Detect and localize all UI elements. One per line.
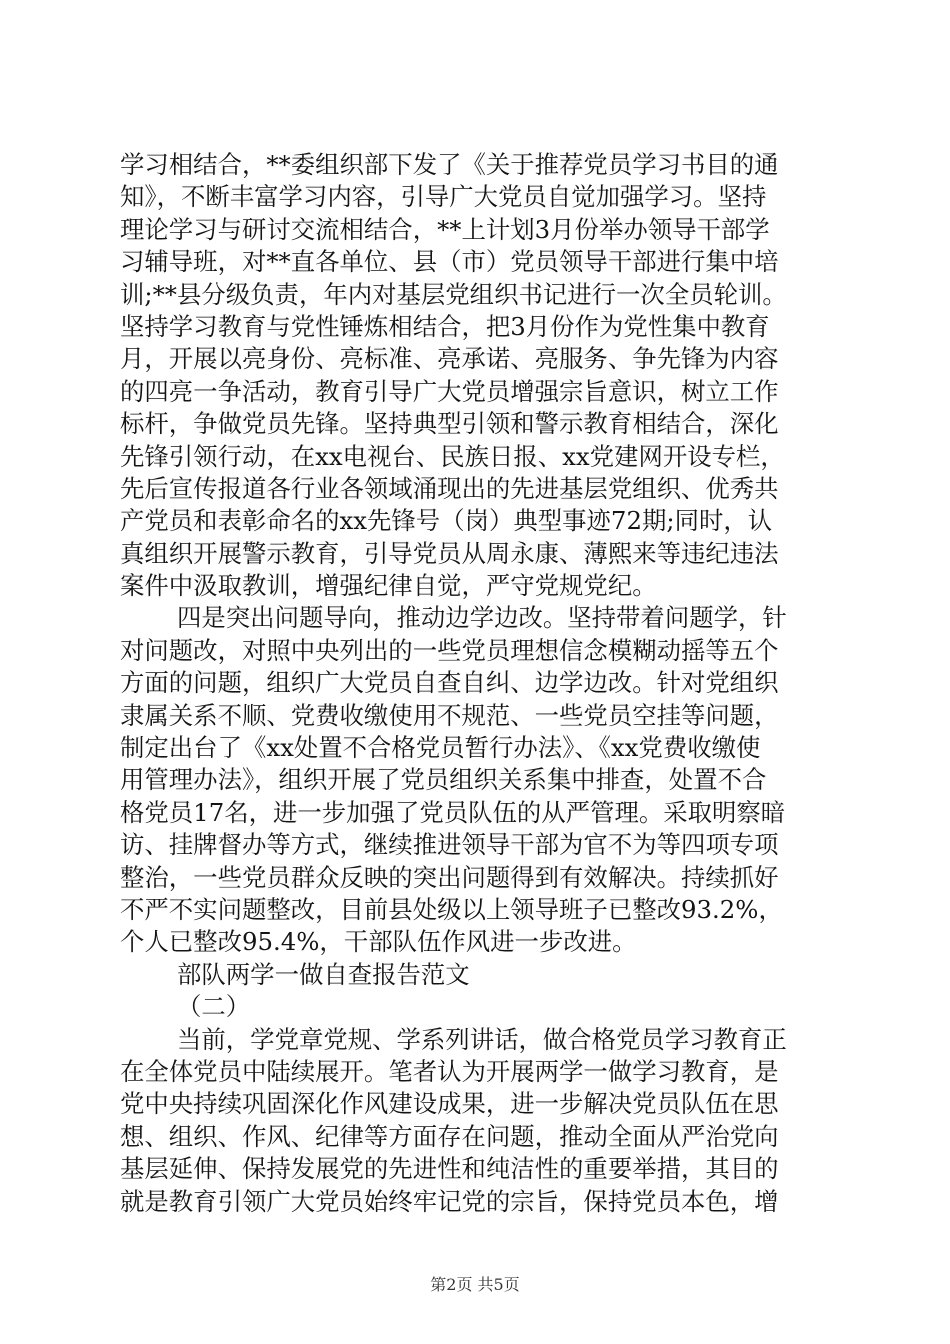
text-line: 先锋引领行动，在xx电视台、民族日报、xx党建网开设专栏， <box>120 441 785 471</box>
text-line: 坚持学习教育与党性锤炼相结合，把3月份作为党性集中教育 <box>120 311 770 341</box>
text-line: 产党员和表彰命名的xx先锋号（岗）典型事迹72期;同时，认 <box>120 506 773 536</box>
text-line: 知》，不断丰富学习内容，引导广大党员自觉加强学习。坚持 <box>120 182 767 212</box>
page-number-footer: 第2页 共5页 <box>430 1275 520 1294</box>
text-line: 想、组织、作风、纪律等方面存在问题，推动全面从严治党向 <box>120 1121 779 1151</box>
section-number: （二） <box>177 992 251 1022</box>
text-line: 的四亮一争活动，教育引导广大党员增强宗旨意识，树立工作 <box>120 376 779 406</box>
text-line: 用管理办法》，组织开展了党员组织关系集中排查，处置不合 <box>120 765 767 795</box>
text-line: 就是教育引领广大党员始终牢记党的宗旨，保持党员本色，增 <box>120 1186 779 1216</box>
document-body <box>120 149 830 1218</box>
section-heading: 部队两学一做自查报告范文 <box>177 959 470 989</box>
text-line: 不严不实问题整改，目前县处级以上领导班子已整改93.2%， <box>120 894 783 924</box>
text-line: 月，开展以亮身份、亮标准、亮承诺、亮服务、争先锋为内容 <box>120 344 779 374</box>
text-line: 党中央持续巩固深化作风建设成果，进一步解决党员队伍在思 <box>120 1089 779 1119</box>
text-line: 在全体党员中陆续展开。笔者认为开展两学一做学习教育，是 <box>120 1056 779 1086</box>
text-line: 案件中汲取教训，增强纪律自觉，严守党规党纪。 <box>120 571 657 601</box>
text-line: 对问题改，对照中央列出的一些党员理想信念模糊动摇等五个 <box>120 635 779 665</box>
text-line: 整治，一些党员群众反映的突出问题得到有效解决。持续抓好 <box>120 862 779 892</box>
text-line: 学习相结合，**委组织部下发了《关于推荐党员学习书目的通 <box>120 150 779 179</box>
text-line: 先后宣传报道各行业各领域涌现出的先进基层党组织、优秀共 <box>120 473 779 503</box>
text-line: 标杆，争做党员先锋。坚持典型引领和警示教育相结合，深化 <box>120 409 779 439</box>
text-line: 训;**县分级负责，年内对基层党组织书记进行一次全员轮训。 <box>120 279 787 309</box>
text-line: 格党员17名，进一步加强了党员队伍的从严管理。采取明察暗 <box>120 797 786 827</box>
paragraph-first-line: 四是突出问题导向，推动边学边改。坚持带着问题学，针 <box>177 603 787 633</box>
text-line: 制定出台了《xx处置不合格党员暂行办法》、《xx党费收缴使 <box>120 733 761 763</box>
text-line: 个人已整改95.4%，干部队伍作风进一步改进。 <box>120 927 637 957</box>
text-line: 访、挂牌督办等方式，继续推进领导干部为官不为等四项专项 <box>120 830 779 860</box>
text-line: 真组织开展警示教育，引导党员从周永康、薄熙来等违纪违法 <box>120 538 779 568</box>
text-line: 习辅导班，对**直各单位、县（市）党员领导干部进行集中培 <box>120 247 779 277</box>
text-line: 基层延伸、保持发展党的先进性和纯洁性的重要举措，其目的 <box>120 1154 779 1184</box>
text-line: 方面的问题，组织广大党员自查自纠、边学边改。针对党组织 <box>120 668 779 698</box>
text-line: 隶属关系不顺、党费收缴使用不规范、一些党员空挂等问题， <box>120 700 779 730</box>
text-line: 理论学习与研讨交流相结合，**上计划3月份举办领导干部学 <box>120 214 770 244</box>
paragraph-first-line: 当前，学党章党规、学系列讲话，做合格党员学习教育正 <box>177 1024 787 1054</box>
